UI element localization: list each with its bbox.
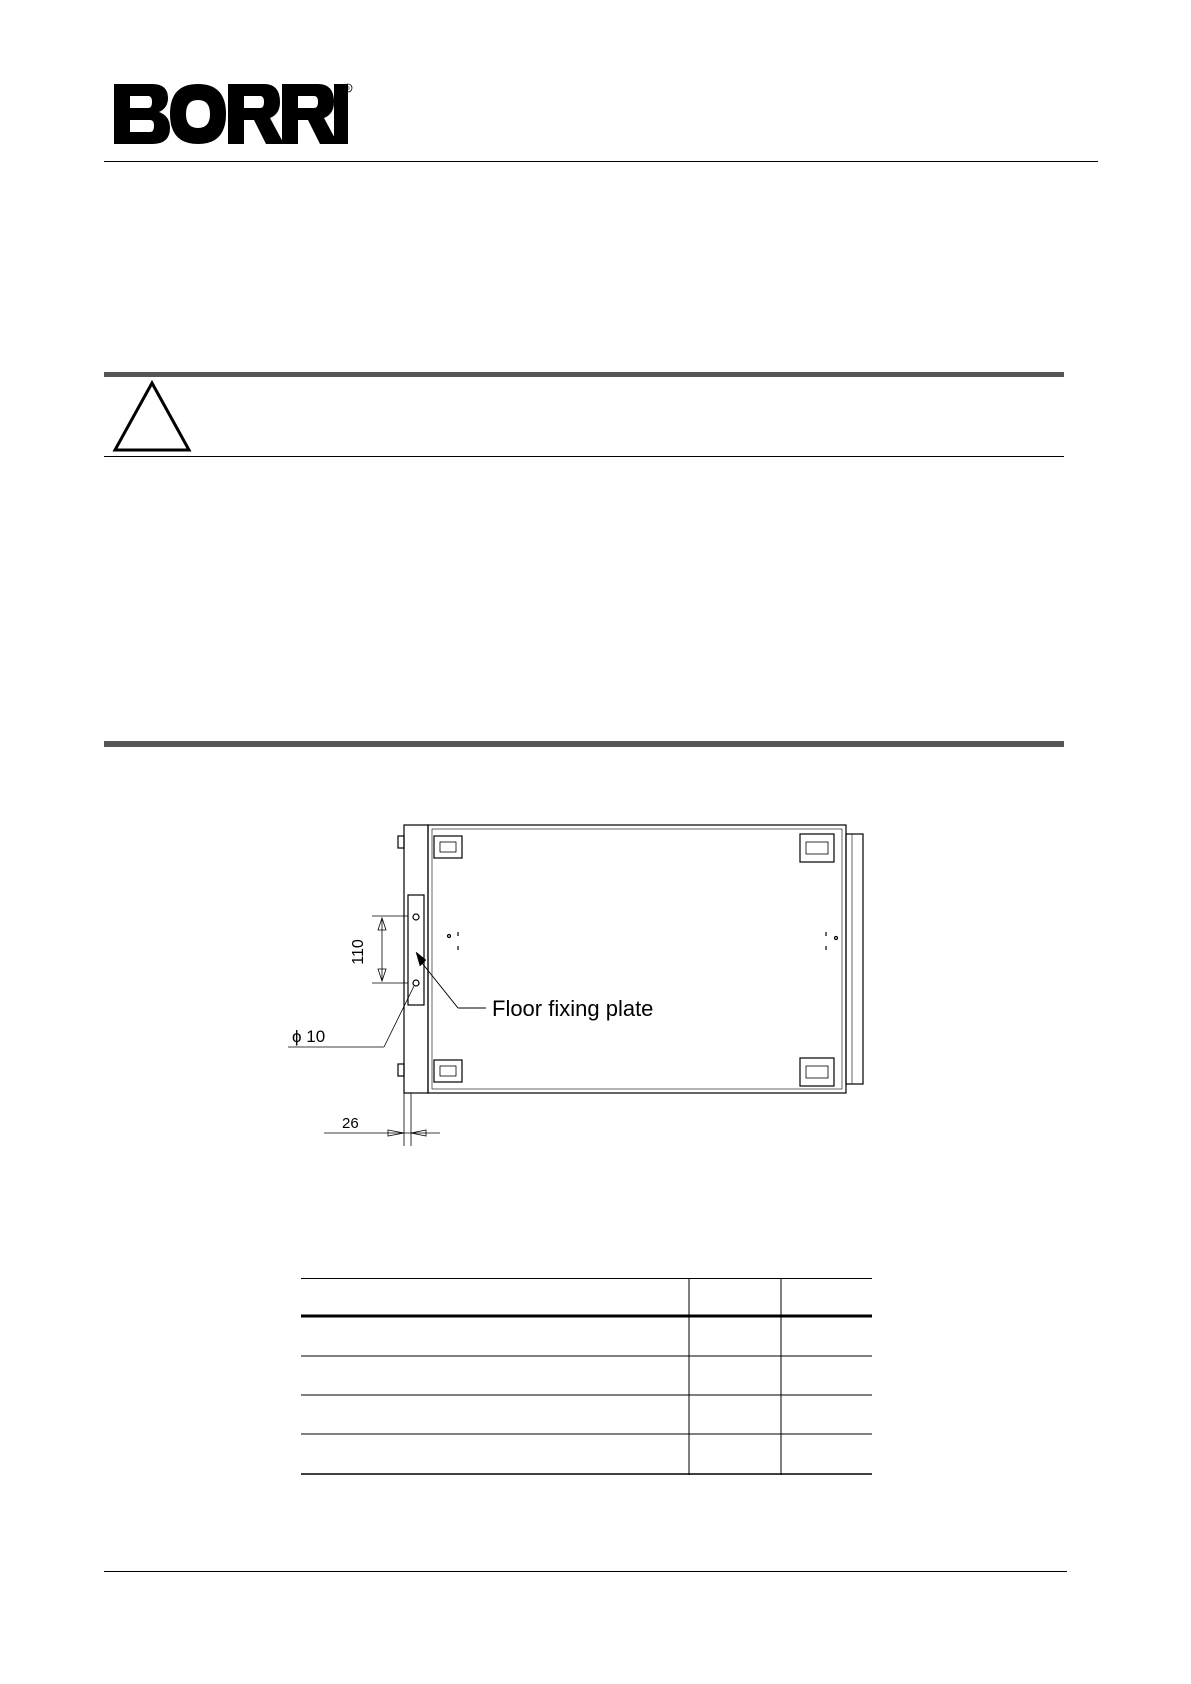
section-rule bbox=[104, 741, 1064, 747]
warning-top-rule bbox=[104, 372, 1064, 377]
dimension-110: 110 bbox=[350, 939, 367, 965]
warning-bottom-rule bbox=[104, 456, 1064, 457]
cabinet-outline bbox=[428, 825, 846, 1093]
data-table bbox=[301, 1278, 872, 1476]
warning-triangle-icon bbox=[112, 381, 192, 452]
callout-floor-fixing-plate: Floor fixing plate bbox=[492, 996, 654, 1021]
registered-mark: ® bbox=[346, 86, 350, 92]
dimension-26: 26 bbox=[342, 1115, 359, 1132]
borri-logo bbox=[112, 80, 352, 148]
footer-rule bbox=[104, 1571, 1067, 1572]
floor-fixing-drawing bbox=[292, 800, 900, 1140]
header-rule bbox=[104, 161, 1098, 162]
dimension-phi-10: ϕ 10 bbox=[292, 1027, 326, 1046]
